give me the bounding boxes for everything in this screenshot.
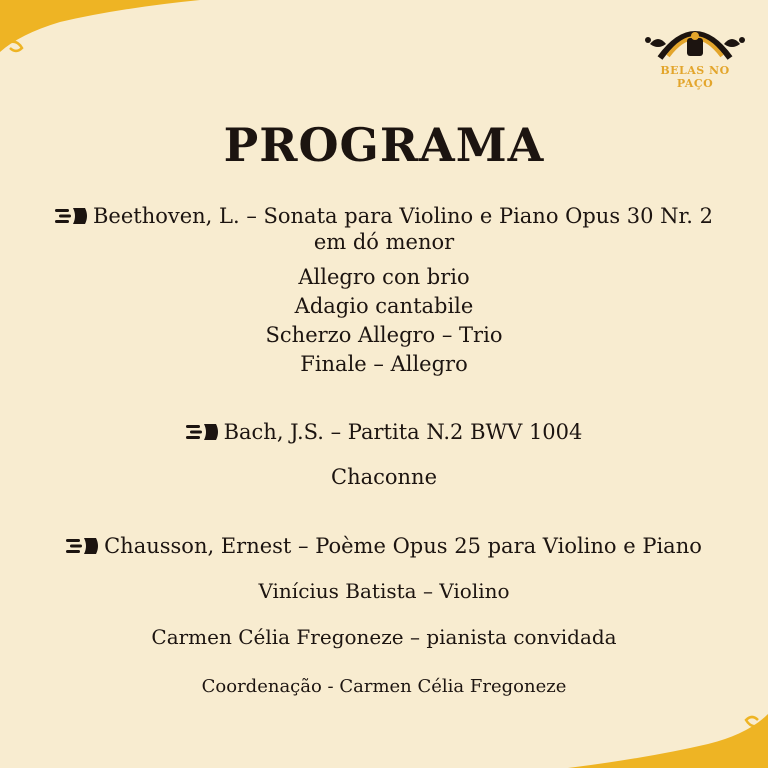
piece-heading-continuation: em dó menor xyxy=(313,230,455,254)
credit-coordination: Coordenação - Carmen Célia Fregoneze xyxy=(201,676,567,697)
logo-text: BELAS NO PAÇO xyxy=(660,64,730,90)
music-bullet-icon xyxy=(55,207,89,225)
movement-item: Scherzo Allegro – Trio xyxy=(265,323,503,347)
credit-piano: Carmen Célia Fregoneze – pianista convidada xyxy=(151,625,617,649)
piece-heading-text: Beethoven, L. – Sonata para Violino e Piano Opus 30 Nr. 2 xyxy=(92,204,714,228)
piece-heading-bach xyxy=(0,420,768,444)
piece-heading-text: Bach, J.S. – Partita N.2 BWV 1004 xyxy=(223,420,583,444)
music-bullet-icon xyxy=(186,423,220,441)
piece-heading-chausson xyxy=(0,534,768,558)
credit-violin: Vinícius Batista – Violino xyxy=(258,579,510,603)
piece-heading-text: Chausson, Ernest – Poème Opus 25 para Violino e Piano xyxy=(104,534,702,558)
movement-item: Chaconne xyxy=(331,465,437,489)
belas-no-paco-logo xyxy=(640,14,750,88)
movement-item: Adagio cantabile xyxy=(294,294,474,318)
bottom-right-corner-decoration xyxy=(508,688,768,768)
music-bullet-icon xyxy=(66,537,100,555)
movement-item: Finale – Allegro xyxy=(300,352,468,376)
top-left-corner-decoration xyxy=(0,0,260,80)
movement-item: Allegro con brio xyxy=(298,265,470,289)
logo-emblem-icon xyxy=(640,14,750,66)
piece-heading-beethoven xyxy=(0,204,768,228)
page-title: PROGRAMA xyxy=(223,118,545,172)
